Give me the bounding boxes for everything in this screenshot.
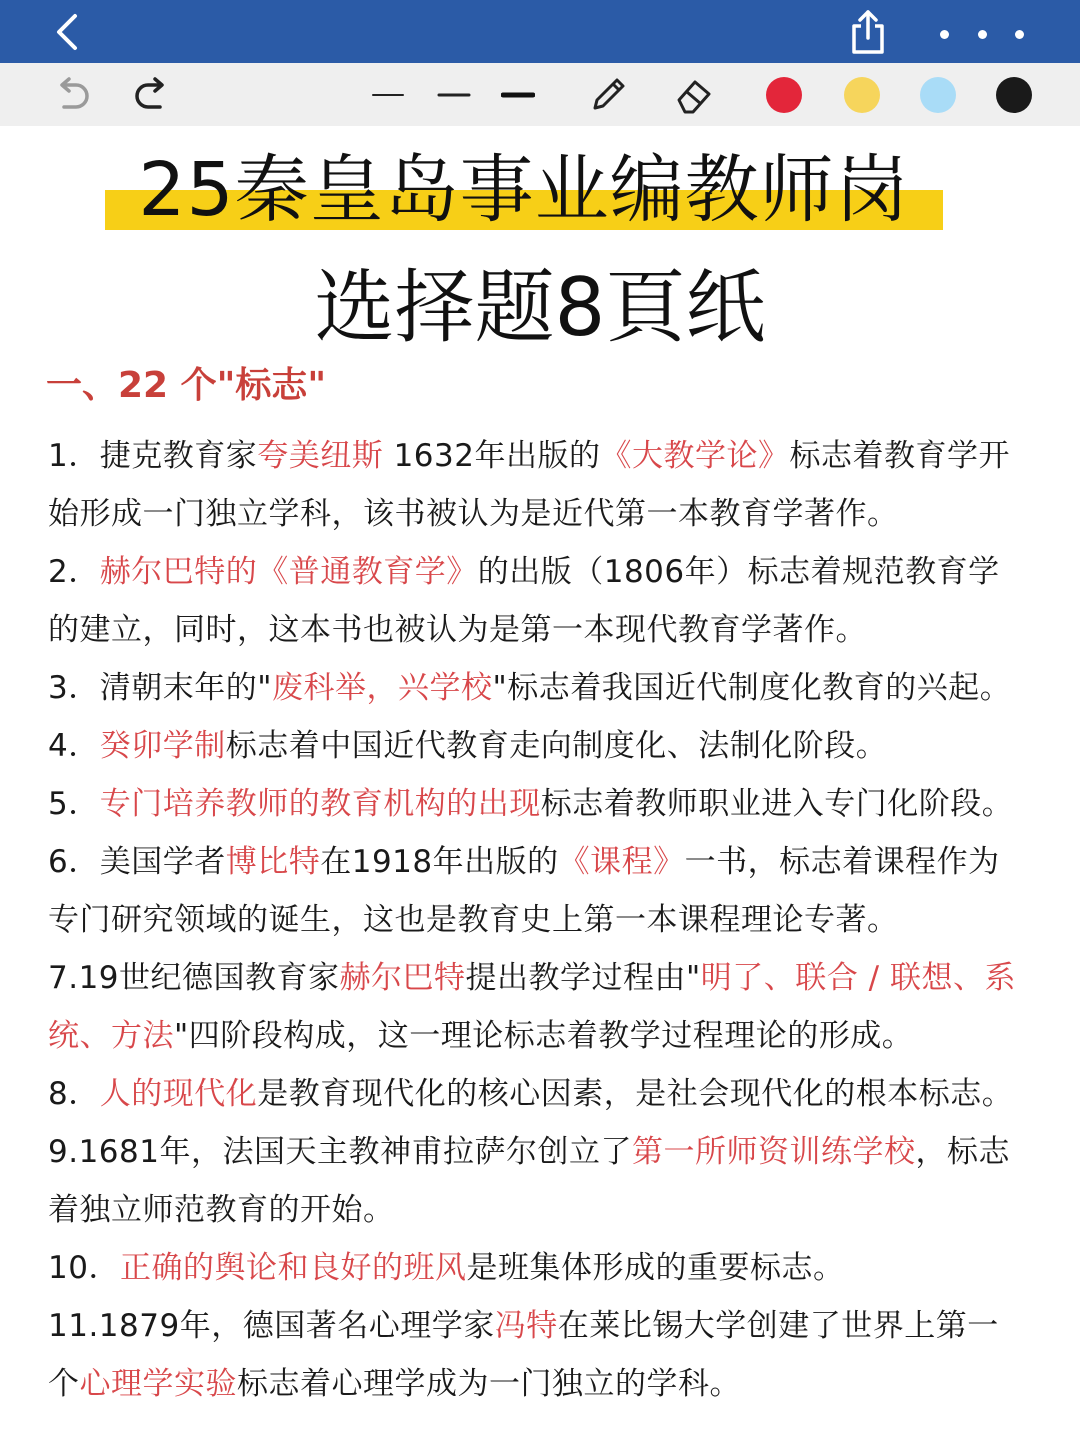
highlighted-text: 夸美纽斯 (257, 438, 384, 474)
content-line (48, 494, 899, 534)
body-text: 6．美国学者 (48, 844, 226, 880)
content-line (48, 1364, 741, 1404)
content-line (48, 726, 887, 766)
content-line (48, 552, 1000, 592)
page-title: 25秦皇岛事业编教师岗 (138, 147, 910, 233)
highlighted-text: 明了、联合 / 联想、系 (700, 960, 1016, 996)
color-black-button[interactable] (992, 73, 1036, 117)
body-text: 提出教学过程由" (465, 960, 701, 996)
body-text: 7.19世纪德国教育家 (48, 960, 340, 996)
redo-button[interactable] (128, 73, 176, 117)
section-heading: 一、22 个"标志" (46, 365, 327, 406)
content-line (48, 1132, 1010, 1172)
content-line (48, 1306, 999, 1346)
stroke-thick-icon (501, 90, 535, 100)
highlighted-text: 心理学实验 (79, 1366, 237, 1402)
content-line (48, 900, 899, 940)
content-line (48, 436, 1010, 476)
highlighted-text: 癸卯学制 (99, 728, 226, 764)
highlighted-text: 正确的舆论和良好的班风 (119, 1250, 467, 1286)
color-red-button[interactable] (762, 73, 806, 117)
page-subtitle: 选择题8頁纸 (314, 261, 766, 354)
body-text: 11.1879年，德国著名心理学家 (48, 1308, 495, 1344)
body-text: 在1918年出版的 (320, 844, 559, 880)
body-text: ，标志 (915, 1134, 1010, 1170)
body-text: 4． (48, 728, 100, 764)
title-block (105, 147, 943, 233)
body-text: 标志着教师职业进入专门化阶段。 (540, 786, 1014, 822)
body-text: "四阶段构成，这一理论标志着教学过程理论的形成。 (174, 1018, 914, 1054)
color-light-blue-button[interactable] (916, 73, 960, 117)
undo-icon (52, 77, 92, 113)
color-swatch-light-blue (920, 77, 956, 113)
content-line (48, 958, 1016, 998)
document-page (0, 126, 1080, 1443)
color-swatch-yellow (844, 77, 880, 113)
more-options-button[interactable] (930, 14, 1034, 54)
highlighted-text: 冯特 (494, 1308, 558, 1344)
content-line (48, 610, 867, 650)
body-text: 是教育现代化的核心因素，是社会现代化的根本标志。 (257, 1076, 1014, 1112)
highlighted-text: 赫尔巴特的《普通教育学》 (99, 554, 478, 590)
body-text: 标志着心理学成为一门独立的学科。 (237, 1366, 741, 1402)
eraser-button[interactable] (670, 73, 718, 117)
body-text: 专门研究领域的诞生，这也是教育史上第一本课程理论专著。 (48, 902, 899, 938)
highlighted-text: 博比特 (225, 844, 321, 880)
content-line (48, 1074, 1013, 1114)
content-line (48, 842, 1000, 882)
highlighted-text: 人的现代化 (99, 1076, 258, 1112)
stroke-thin-button[interactable] (368, 73, 408, 117)
body-text: 的出版（1806年）标志着规范教育学 (477, 554, 1000, 590)
body-text: 1．捷克教育家 (48, 438, 258, 474)
body-text: 2． (48, 554, 100, 590)
content-line (48, 1248, 844, 1288)
content-line (48, 668, 1011, 708)
body-text: 着独立师范教育的开始。 (48, 1192, 395, 1228)
share-button[interactable] (842, 6, 894, 58)
stroke-thin-icon (371, 90, 405, 100)
content-line (48, 784, 1013, 824)
pen-icon (587, 74, 629, 116)
body-text: 8． (48, 1076, 100, 1112)
top-navigation-bar (0, 0, 1080, 63)
pen-button[interactable] (584, 73, 632, 117)
body-text: 是班集体形成的重要标志。 (466, 1250, 845, 1286)
share-icon (848, 8, 888, 56)
body-text: 个 (48, 1366, 80, 1402)
more-horizontal-icon (1015, 30, 1024, 39)
undo-button[interactable] (48, 73, 96, 117)
color-swatch-black (996, 77, 1032, 113)
highlighted-text: 统、方法 (48, 1018, 174, 1054)
body-text: "标志着我国近代制度化教育的兴起。 (492, 670, 1012, 706)
body-text: 3．清朝末年的" (48, 670, 272, 706)
more-horizontal-icon (978, 30, 987, 39)
highlighted-text: 《大教学论》 (600, 438, 790, 474)
color-swatch-red (766, 77, 802, 113)
body-text: 在莱比锡大学创建了世界上第一 (557, 1308, 999, 1344)
body-text: 的建立，同时，这本书也被认为是第一本现代教育学著作。 (48, 612, 867, 648)
highlighted-text: 赫尔巴特 (339, 960, 466, 996)
body-text: 标志着教育学开 (789, 438, 1010, 474)
stroke-medium-icon (437, 90, 471, 100)
content-line (48, 1016, 913, 1056)
chevron-left-icon (51, 12, 81, 52)
body-text: 5． (48, 786, 100, 822)
annotation-toolbar (0, 63, 1080, 126)
redo-icon (132, 77, 172, 113)
more-horizontal-icon (940, 30, 949, 39)
highlighted-text: 《课程》 (558, 844, 685, 880)
stroke-thick-button[interactable] (498, 73, 538, 117)
color-yellow-button[interactable] (840, 73, 884, 117)
body-text: 1632年出版的 (383, 438, 601, 474)
back-button[interactable] (44, 10, 88, 54)
body-text: 9.1681年，法国天主教神甫拉萨尔创立了 (48, 1134, 632, 1170)
highlighted-text: 专门培养教师的教育机构的出现 (99, 786, 541, 822)
highlighted-text: 第一所师资训练学校 (631, 1134, 916, 1170)
stroke-medium-button[interactable] (434, 73, 474, 117)
content-line (48, 1190, 395, 1230)
body-text: 一书，标志着课程作为 (684, 844, 1000, 880)
highlighted-text: 废科举，兴学校 (271, 670, 493, 706)
body-text: 标志着中国近代教育走向制度化、法制化阶段。 (225, 728, 888, 764)
body-text: 10． (48, 1250, 120, 1286)
eraser-icon (673, 74, 715, 116)
body-text: 始形成一门独立学科，该书被认为是近代第一本教育学著作。 (48, 496, 899, 532)
